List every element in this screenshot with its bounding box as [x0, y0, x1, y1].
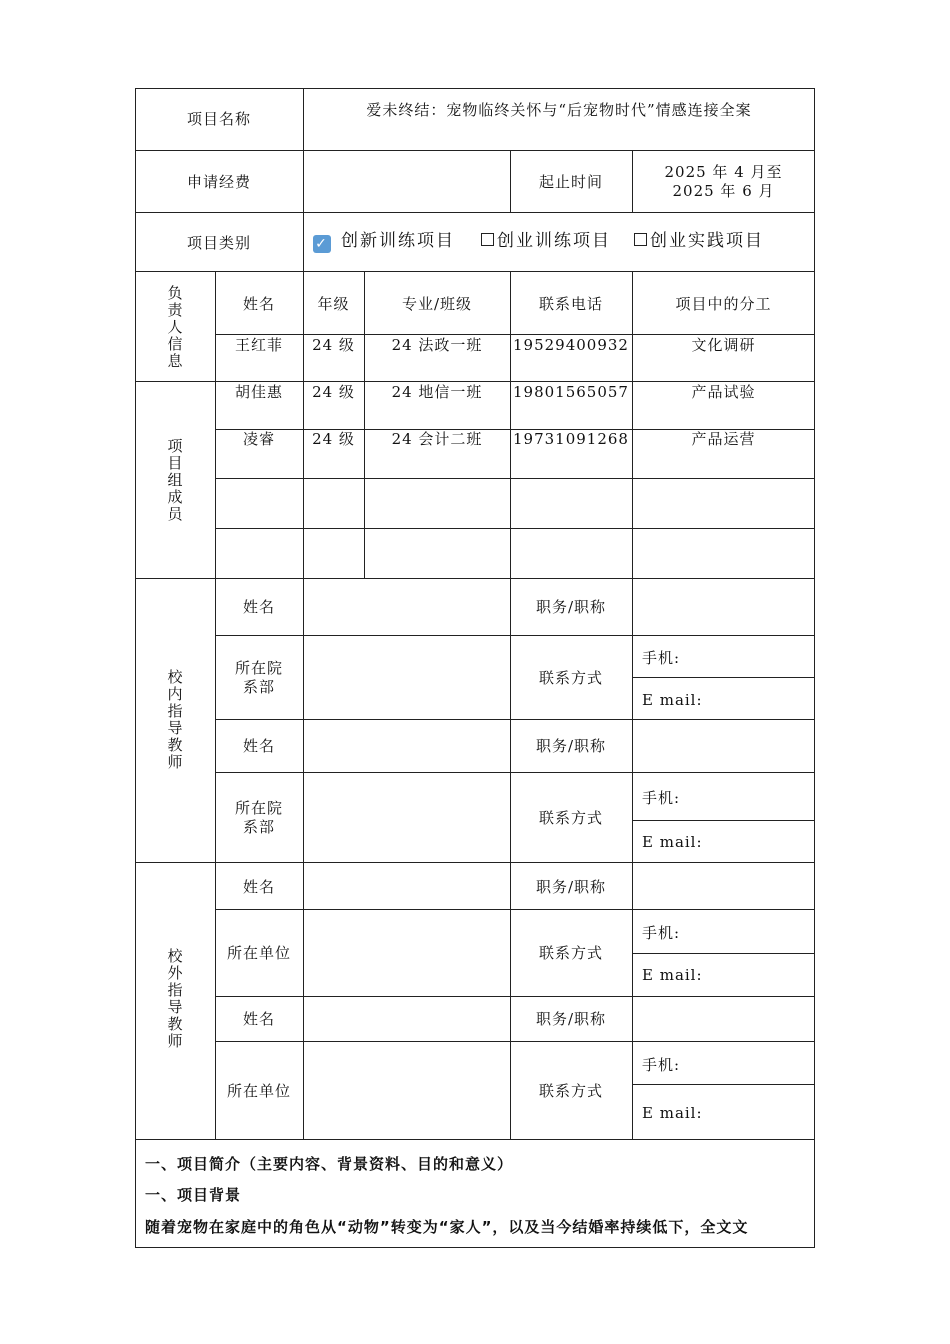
member-name: 凌睿	[242, 430, 275, 448]
member-name: 胡佳惠	[234, 383, 283, 401]
category-innovation-option[interactable]	[313, 232, 455, 253]
external-advisor-email-label: E mail:	[642, 966, 703, 984]
external-advisor-contact-label: 联系方式	[538, 1082, 603, 1100]
row-divider	[215, 478, 815, 479]
internal-advisor-name-label: 姓名	[242, 737, 275, 755]
internal-advisor-email-label: E mail:	[642, 691, 703, 709]
leader-name: 王红菲	[234, 336, 283, 354]
row-divider	[135, 1139, 815, 1140]
internal-advisor-phone-label: 手机:	[642, 789, 681, 807]
background-heading: 一、项目背景	[145, 1186, 242, 1204]
member-grade: 24 级	[312, 383, 355, 401]
external-advisor-position-label: 职务/职称	[535, 878, 607, 896]
leader-role: 文化调研	[691, 336, 756, 354]
row-divider	[135, 381, 815, 382]
row-divider	[135, 150, 815, 151]
internal-advisor-email-label: E mail:	[642, 833, 703, 851]
header-phone: 联系电话	[538, 295, 603, 313]
header-role: 项目中的分工	[675, 295, 772, 313]
internal-advisor-contact-label: 联系方式	[538, 669, 603, 687]
category-entrepreneurship-practice-option[interactable]	[634, 232, 764, 251]
header-major: 专业/班级	[401, 295, 473, 313]
header-name: 姓名	[242, 295, 275, 313]
row-divider	[632, 677, 815, 678]
checkbox-unchecked-icon[interactable]	[481, 233, 494, 246]
row-divider	[215, 909, 815, 910]
member-major: 24 地信一班	[391, 383, 483, 401]
project-name-value: 爱未终结：宠物临终关怀与“后宠物时代”情感连接全案	[366, 101, 752, 119]
checkbox-unchecked-icon[interactable]	[634, 233, 647, 246]
external-advisor-position-label: 职务/职称	[535, 1010, 607, 1028]
category-entrepreneurship-practice-label: 创业实践项目	[650, 231, 764, 251]
row-divider	[215, 772, 815, 773]
leader-phone: 19529400932	[513, 336, 629, 354]
internal-advisor-section-label: 校内指导教师	[167, 668, 183, 771]
row-divider	[135, 578, 815, 579]
internal-advisor-position-label: 职务/职称	[535, 737, 607, 755]
header-grade: 年级	[317, 295, 350, 313]
external-advisor-section-label: 校外指导教师	[167, 947, 183, 1050]
leader-major: 24 法政一班	[391, 336, 483, 354]
member-grade: 24 级	[312, 430, 355, 448]
category-entrepreneurship-training-option[interactable]	[481, 232, 611, 251]
leader-section-label: 负责人信息	[167, 284, 183, 370]
member-phone: 19801565057	[513, 383, 629, 401]
category-label: 项目类别	[186, 234, 251, 252]
project-name-label: 项目名称	[186, 110, 251, 128]
external-advisor-unit-label: 所在单位	[226, 1082, 291, 1100]
row-divider	[632, 820, 815, 821]
checkbox-checked-icon[interactable]: ✓	[313, 235, 331, 253]
period-label: 起止时间	[538, 173, 603, 191]
category-innovation-label: 创新训练项目	[341, 231, 455, 251]
external-advisor-name-label: 姓名	[242, 1010, 275, 1028]
internal-advisor-dept-label: 所在院系部	[235, 659, 284, 696]
row-divider	[632, 1084, 815, 1085]
member-major: 24 会计二班	[391, 430, 483, 448]
intro-heading: 一、项目简介（主要内容、背景资料、目的和意义）	[145, 1155, 514, 1173]
leader-grade: 24 级	[312, 336, 355, 354]
external-advisor-phone-label: 手机:	[642, 924, 681, 942]
member-role: 产品试验	[691, 383, 756, 401]
internal-advisor-phone-label: 手机:	[642, 649, 681, 667]
members-section-label: 项目组成员	[167, 437, 183, 523]
row-divider	[135, 862, 815, 863]
row-divider	[632, 953, 815, 954]
internal-advisor-contact-label: 联系方式	[538, 809, 603, 827]
external-advisor-unit-label: 所在单位	[226, 944, 291, 962]
row-divider	[215, 334, 815, 335]
funding-label: 申请经费	[186, 173, 251, 191]
period-end: 2025 年 6 月	[672, 182, 775, 200]
external-advisor-contact-label: 联系方式	[538, 944, 603, 962]
member-role: 产品运营	[691, 430, 756, 448]
member-phone: 19731091268	[513, 430, 629, 448]
row-divider	[215, 528, 815, 529]
row-divider	[215, 635, 815, 636]
row-divider	[215, 1041, 815, 1042]
period-start: 2025 年 4 月至	[664, 163, 783, 181]
col-divider	[364, 271, 365, 578]
internal-advisor-dept-label: 所在院系部	[235, 799, 284, 836]
intro-text: 随着宠物在家庭中的角色从“动物”转变为“家人”，以及当今结婚率持续低下，全文文	[145, 1218, 749, 1236]
row-divider	[215, 996, 815, 997]
external-advisor-name-label: 姓名	[242, 878, 275, 896]
internal-advisor-position-label: 职务/职称	[535, 598, 607, 616]
internal-advisor-name-label: 姓名	[242, 598, 275, 616]
category-entrepreneurship-training-label: 创业训练项目	[497, 231, 611, 251]
row-divider	[215, 719, 815, 720]
external-advisor-email-label: E mail:	[642, 1104, 703, 1122]
external-advisor-phone-label: 手机:	[642, 1056, 681, 1074]
row-divider	[135, 271, 815, 272]
row-divider	[135, 212, 815, 213]
